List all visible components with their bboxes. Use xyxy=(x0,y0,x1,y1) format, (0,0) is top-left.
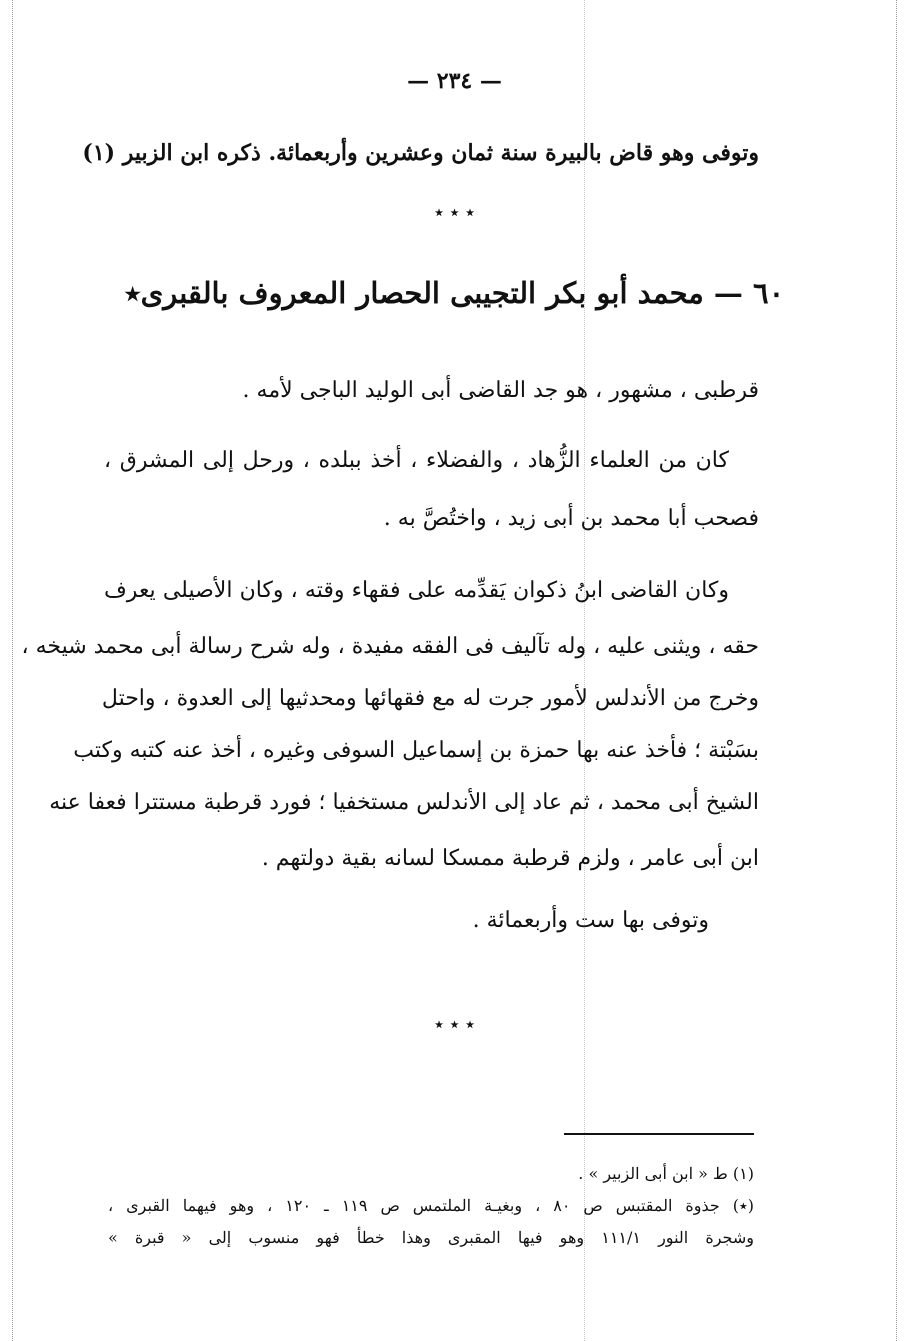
paragraph-2-line-1: كان من العلماء الزُّهاد ، والفضلاء ، أخذ ببلده ، ورحل إلى المشرق ، xyxy=(104,448,729,473)
paragraph-3-line-2: حقه ، ويثنى عليه ، وله تآليف فى الفقه مفيدة ، وله شرح رسالة أبى محمد شيخه ، xyxy=(21,634,759,659)
paragraph-3-line-1: وكان القاضى ابنُ ذكوان يَقدِّمه على فقهاء وقته ، وكان الأصيلى يعرف xyxy=(104,578,729,603)
footnote-2-line-1: (٭) جذوة المقتبس ص ٨٠ ، وبغيـة الملتمس ص ١١٩ ـ ١٢٠ ، وهو فيهما القبرى ، xyxy=(108,1196,755,1215)
footnote-2-line-2: وشجرة النور ١١١/١ وهو فيها المقبرى وهذا خطأ فهو منسوب إلى « قبرة » xyxy=(108,1228,754,1247)
section-separator-2: ٭ ٭ ٭ xyxy=(434,1014,475,1035)
paragraph-3-line-3: وخرج من الأندلس لأمور جرت له مع فقهائها ومحدثيها إلى العدوة ، واحتل xyxy=(101,686,759,711)
previous-entry-closing-line: وتوفى وهو قاض بالبيرة سنة ثمان وعشرين وأربعمائة. ذكره ابن الزبير (١) xyxy=(82,140,759,166)
entry-heading: ٦٠ — محمد أبو بكر التجيبى الحصار المعروف بالقبرى٭ xyxy=(124,276,785,310)
page-number: — ٢٣٤ — xyxy=(407,68,502,94)
footnote-1: (١) ط « ابن أبى الزبير » . xyxy=(578,1164,754,1183)
paragraph-2-line-2: فصحب أبا محمد بن أبى زيد ، واختُصَّ به . xyxy=(383,506,759,531)
footnote-rule xyxy=(564,1133,754,1135)
paragraph-3-line-5: الشيخ أبى محمد ، ثم عاد إلى الأندلس مستخفيا ؛ فورد قرطبة مستترا فعفا عنه xyxy=(49,790,759,815)
paragraph-3-line-6: ابن أبى عامر ، ولزم قرطبة ممسكا لسانه بقية دولتهم . xyxy=(261,846,759,871)
paragraph-1: قرطبى ، مشهور ، هو جد القاضى أبى الوليد الباجى لأمه . xyxy=(242,378,759,403)
paragraph-3-line-4: بسَبْتة ؛ فأخذ عنه بها حمزة بن إسماعيل السوفى وغيره ، أخذ عنه كتبه وكتب xyxy=(73,738,759,763)
section-separator: ٭ ٭ ٭ xyxy=(434,202,475,223)
paragraph-4: وتوفى بها ست وأربعمائة . xyxy=(472,908,709,933)
